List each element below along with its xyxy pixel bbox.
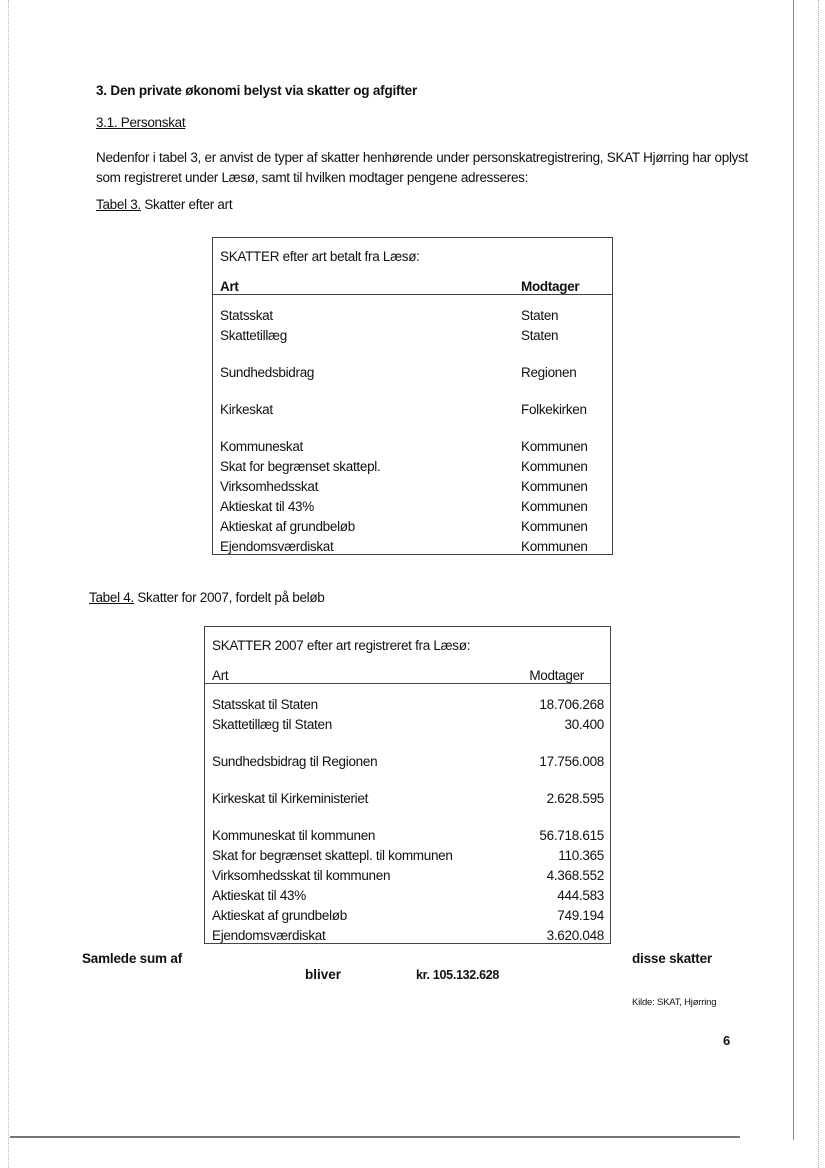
- cell-modtager: Kommunen: [521, 479, 588, 494]
- cell-amount: 444.583: [557, 888, 604, 903]
- table3-caption: [96, 197, 232, 212]
- table-row: [213, 323, 613, 343]
- section-heading: 3. Den private økonomi belyst via skatter og afgifter: [96, 83, 417, 98]
- cell-art: Kirkeskat: [220, 402, 273, 417]
- cell-art: Virksomhedsskat til kommunen: [212, 868, 391, 883]
- summary-text-part2: disse skatter: [632, 951, 712, 966]
- subsection-heading: 3.1. Personskat: [96, 115, 186, 130]
- scan-edge-left: [8, 0, 9, 1168]
- scan-bottom-rule: [10, 1136, 740, 1138]
- table-row: [213, 494, 613, 514]
- table3-header-modtager: Modtager: [514, 264, 613, 295]
- cell-amount: 2.628.595: [546, 791, 604, 806]
- cell-art: Ejendomsværdiskat: [212, 928, 326, 943]
- table3-caption-text: Skatter efter art: [140, 197, 233, 212]
- cell-art: Skattetillæg: [220, 328, 287, 343]
- table4: [204, 626, 611, 944]
- scan-edge-right-outer: [818, 0, 819, 1168]
- cell-art: Kommuneskat til kommunen: [212, 828, 376, 843]
- table4-title: SKATTER 2007 efter art registreret fra Læsø:: [212, 638, 471, 653]
- cell-modtager: Kommunen: [521, 439, 588, 454]
- intro-paragraph: Nedenfor i tabel 3, er anvist de typer af skatter henhørende under personskatregistrering, SKAT Hjørring har oplyst som registreret under Læsø, samt til hvilken modtager pengene adresseres:: [96, 150, 748, 185]
- table-row: [205, 684, 611, 713]
- table3: [212, 237, 613, 555]
- table-row: [213, 474, 613, 494]
- cell-amount: 749.194: [557, 908, 604, 923]
- cell-modtager: Kommunen: [521, 499, 588, 514]
- table-row: [205, 806, 611, 843]
- cell-art: Kommuneskat: [220, 439, 303, 454]
- cell-amount: 18.706.268: [539, 697, 604, 712]
- cell-art: Aktieskat til 43%: [220, 499, 314, 514]
- cell-art: Skat for begrænset skattepl.: [220, 459, 381, 474]
- table4-header-art: Art: [205, 653, 506, 684]
- table3-header-art: Art: [213, 264, 515, 295]
- cell-amount: 3.620.048: [546, 928, 604, 943]
- cell-art: Kirkeskat til Kirkeministeriet: [212, 791, 369, 806]
- table4-caption-label: Tabel 4.: [89, 590, 134, 605]
- cell-art: Aktieskat til 43%: [212, 888, 306, 903]
- table-row: [205, 769, 611, 806]
- table-row: [213, 380, 613, 417]
- table3-caption-label: Tabel 3.: [96, 197, 141, 212]
- table-row: [213, 417, 613, 454]
- table-row: [213, 343, 613, 380]
- table4-caption-text: Skatter for 2007, fordelt på beløb: [133, 590, 325, 605]
- cell-amount: 4.368.552: [546, 868, 604, 883]
- cell-art: Skattetillæg til Staten: [212, 717, 332, 732]
- cell-modtager: Folkekirken: [521, 402, 587, 417]
- table-row: [205, 883, 611, 903]
- table-row: [205, 712, 611, 732]
- table-row: [213, 514, 613, 534]
- table-row: [205, 843, 611, 863]
- summary-text-part1: Samlede sum af: [82, 951, 182, 966]
- cell-amount: 30.400: [564, 717, 604, 732]
- table4-caption: [89, 590, 325, 605]
- table-row: [205, 732, 611, 769]
- table3-title: SKATTER efter art betalt fra Læsø:: [220, 249, 420, 264]
- cell-amount: 110.365: [558, 848, 604, 863]
- source-note: Kilde: SKAT, Hjørring: [632, 997, 717, 1008]
- cell-art: Sundhedsbidrag til Regionen: [212, 754, 378, 769]
- table-row: [213, 454, 613, 474]
- cell-art: Skat for begrænset skattepl. til kommunen: [212, 848, 453, 863]
- cell-modtager: Regionen: [521, 365, 577, 380]
- cell-art: Aktieskat af grundbeløb: [212, 908, 347, 923]
- table-row: [205, 903, 611, 923]
- cell-modtager: Kommunen: [521, 459, 588, 474]
- cell-amount: 17.756.008: [539, 754, 604, 769]
- summary-total: kr. 105.132.628: [416, 968, 500, 982]
- table-row: [205, 923, 611, 944]
- cell-art: Ejendomsværdiskat: [220, 539, 334, 554]
- cell-modtager: Staten: [521, 308, 559, 323]
- cell-modtager: Kommunen: [521, 519, 588, 534]
- table4-header-modtager: Modtager: [506, 653, 611, 684]
- cell-modtager: Staten: [521, 328, 559, 343]
- cell-amount: 56.718.615: [539, 828, 604, 843]
- cell-art: Virksomhedsskat: [220, 479, 319, 494]
- table-row: [213, 534, 613, 555]
- table-row: [205, 863, 611, 883]
- cell-art: Aktieskat af grundbeløb: [220, 519, 355, 534]
- page-number: 6: [723, 1033, 731, 1048]
- cell-art: Statsskat: [220, 308, 273, 323]
- table-row: [213, 295, 613, 324]
- cell-art: Sundhedsbidrag: [220, 365, 315, 380]
- summary-text-part3: bliver: [305, 967, 342, 982]
- cell-art: Statsskat til Staten: [212, 697, 318, 712]
- cell-modtager: Kommunen: [521, 539, 588, 554]
- scan-edge-right: [793, 0, 794, 1140]
